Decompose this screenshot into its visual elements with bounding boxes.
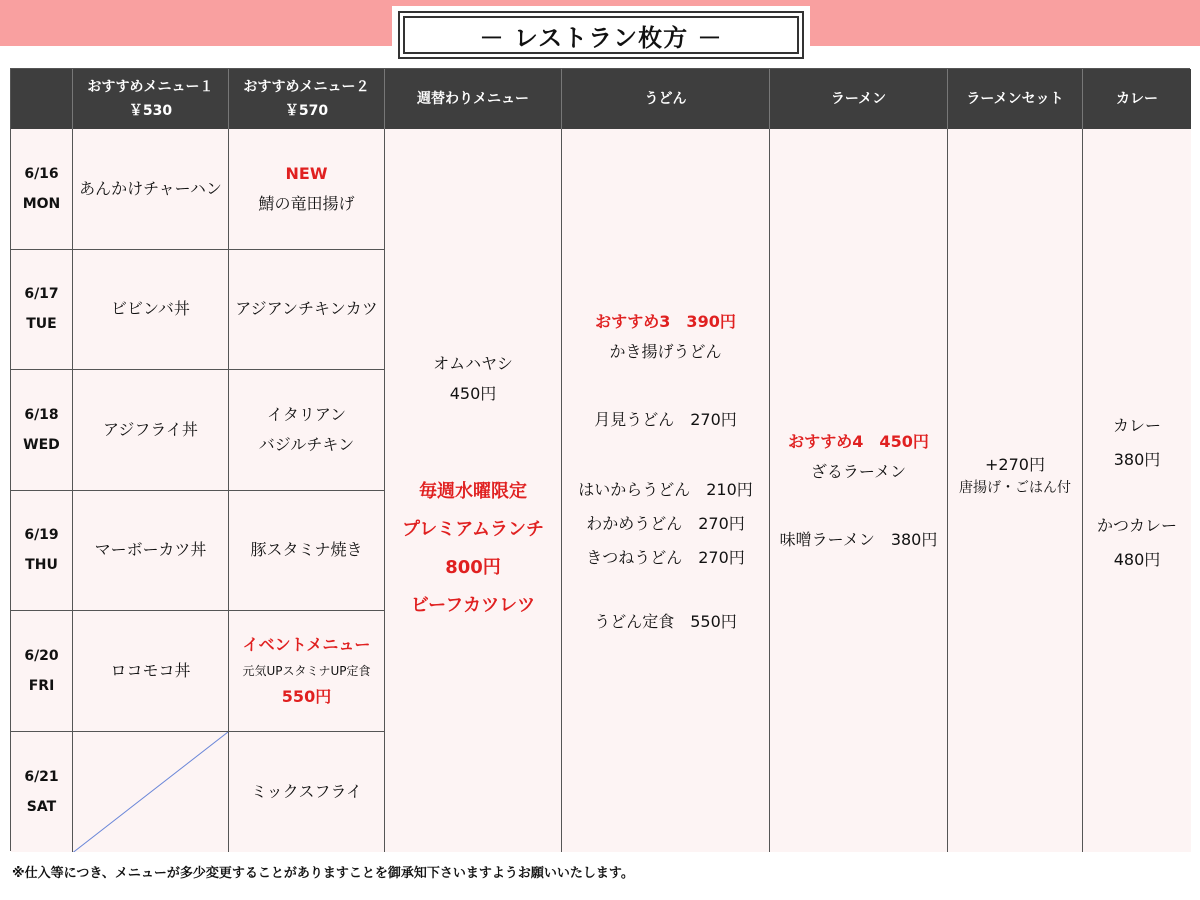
date-cell bbox=[11, 129, 73, 250]
rec2-item: アジアンチキンカツ bbox=[235, 299, 378, 319]
rec2-item-line1: イタリアン bbox=[266, 404, 347, 424]
udon-item: わかめうどん 270円 bbox=[586, 514, 745, 533]
weekly-special-4: ビーフカツレツ bbox=[410, 595, 536, 616]
date-cell bbox=[11, 491, 73, 612]
weekly-price: 450円 bbox=[449, 384, 497, 403]
header-curry: カレー bbox=[1083, 69, 1191, 129]
header-rec1 bbox=[73, 69, 229, 129]
ramen-rec-item: ざるラーメン bbox=[810, 462, 907, 481]
weekday: TUE bbox=[26, 316, 57, 333]
curry-item: かつカレー bbox=[1096, 516, 1177, 535]
rec1-item: マーボーカツ丼 bbox=[94, 540, 207, 560]
rec2-item: ミックスフライ bbox=[250, 781, 363, 801]
rec1-cell bbox=[73, 129, 229, 250]
header-udon: うどん bbox=[562, 69, 770, 129]
weekday: WED bbox=[23, 436, 60, 453]
weekly-cell bbox=[385, 129, 562, 852]
header-rec1-name: おすすめメニュー１ bbox=[87, 79, 214, 95]
ramen-cell bbox=[770, 129, 948, 852]
rec2-cell bbox=[229, 491, 385, 612]
date: 6/21 bbox=[24, 768, 59, 785]
rec2-item: 鯖の竜田揚げ bbox=[258, 193, 355, 213]
rec2-cell bbox=[229, 370, 385, 491]
diagonal-slash-line bbox=[73, 732, 228, 853]
weekly-item: オムハヤシ bbox=[433, 354, 513, 373]
udon-cell bbox=[562, 129, 770, 852]
header-rec2-price: ￥570 bbox=[284, 103, 329, 119]
date-cell bbox=[11, 732, 73, 853]
rec1-cell bbox=[73, 370, 229, 491]
curry-price: 480円 bbox=[1113, 550, 1161, 569]
header-weekly: 週替わりメニュー bbox=[385, 69, 562, 129]
header-rec1-price: ￥530 bbox=[128, 103, 173, 119]
date: 6/17 bbox=[24, 286, 59, 303]
rec2-cell bbox=[229, 250, 385, 371]
date-cell bbox=[11, 250, 73, 371]
rec2-price: 550円 bbox=[281, 686, 332, 706]
ramen-set-price: +270円 bbox=[985, 455, 1045, 474]
header-ramen-set: ラーメンセット bbox=[948, 69, 1083, 129]
date: 6/19 bbox=[24, 527, 59, 544]
curry-price: 380円 bbox=[1113, 450, 1161, 469]
udon-item: きつねうどん 270円 bbox=[586, 548, 745, 567]
weekly-special-1: 毎週水曜限定 bbox=[419, 481, 527, 502]
header-rec2-name: おすすめメニュー２ bbox=[243, 79, 370, 95]
ramen-item: 味噌ラーメン 380円 bbox=[779, 530, 938, 549]
rec2-item-line2: バジルチキン bbox=[258, 434, 355, 454]
curry-item: カレー bbox=[1112, 416, 1161, 435]
weekly-special-3: 800円 bbox=[445, 557, 501, 578]
weekday: THU bbox=[25, 557, 58, 574]
rec1-cell bbox=[73, 611, 229, 732]
page-title: － レストラン枚方 － bbox=[479, 23, 723, 52]
rec1-item: アジフライ丼 bbox=[103, 419, 198, 439]
rec2-cell bbox=[229, 732, 385, 853]
date: 6/20 bbox=[24, 647, 59, 664]
rec1-cell bbox=[73, 491, 229, 612]
ramen-rec-label: おすすめ4 450円 bbox=[788, 432, 929, 451]
date: 6/16 bbox=[24, 165, 59, 182]
udon-rec-label: おすすめ3 390円 bbox=[595, 312, 736, 331]
date: 6/18 bbox=[24, 406, 59, 423]
ramen-set-cell bbox=[948, 129, 1083, 852]
rec1-cell bbox=[73, 250, 229, 371]
weekday: MON bbox=[22, 195, 61, 212]
header-rec2 bbox=[229, 69, 385, 129]
header-date bbox=[11, 69, 73, 129]
footer-note: ※仕入等につき、メニューが多少変更することがありますことを御承知下さいますようお願いいたします。 bbox=[12, 866, 634, 881]
header-ramen: ラーメン bbox=[770, 69, 948, 129]
udon-item: 月見うどん 270円 bbox=[594, 410, 737, 429]
rec1-item: ビビンバ丼 bbox=[111, 299, 190, 319]
rec1-item: あんかけチャーハン bbox=[79, 178, 222, 198]
weekly-special-2: プレミアムランチ bbox=[401, 519, 545, 540]
weekday: FRI bbox=[28, 677, 55, 694]
date-cell bbox=[11, 370, 73, 491]
curry-cell bbox=[1083, 129, 1191, 852]
rec2-cell bbox=[229, 129, 385, 250]
udon-rec-item: かき揚げうどん bbox=[609, 342, 722, 361]
date-cell bbox=[11, 611, 73, 732]
ramen-set-desc: 唐揚げ・ごはん付 bbox=[959, 480, 1071, 496]
event-badge: イベントメニュー bbox=[242, 634, 371, 654]
rec1-item: ロコモコ丼 bbox=[110, 660, 191, 680]
udon-item: はいからうどん 210円 bbox=[578, 480, 753, 499]
rec2-item: 元気UPスタミナUP定食 bbox=[242, 663, 371, 678]
new-badge: NEW bbox=[285, 163, 328, 183]
udon-item: うどん定食 550円 bbox=[594, 612, 737, 631]
menu-table bbox=[10, 68, 1190, 851]
title-box bbox=[392, 6, 810, 64]
rec2-cell bbox=[229, 611, 385, 732]
rec2-item: 豚スタミナ焼き bbox=[250, 540, 363, 560]
rec1-cell-empty bbox=[73, 732, 229, 853]
weekday: SAT bbox=[26, 798, 57, 815]
